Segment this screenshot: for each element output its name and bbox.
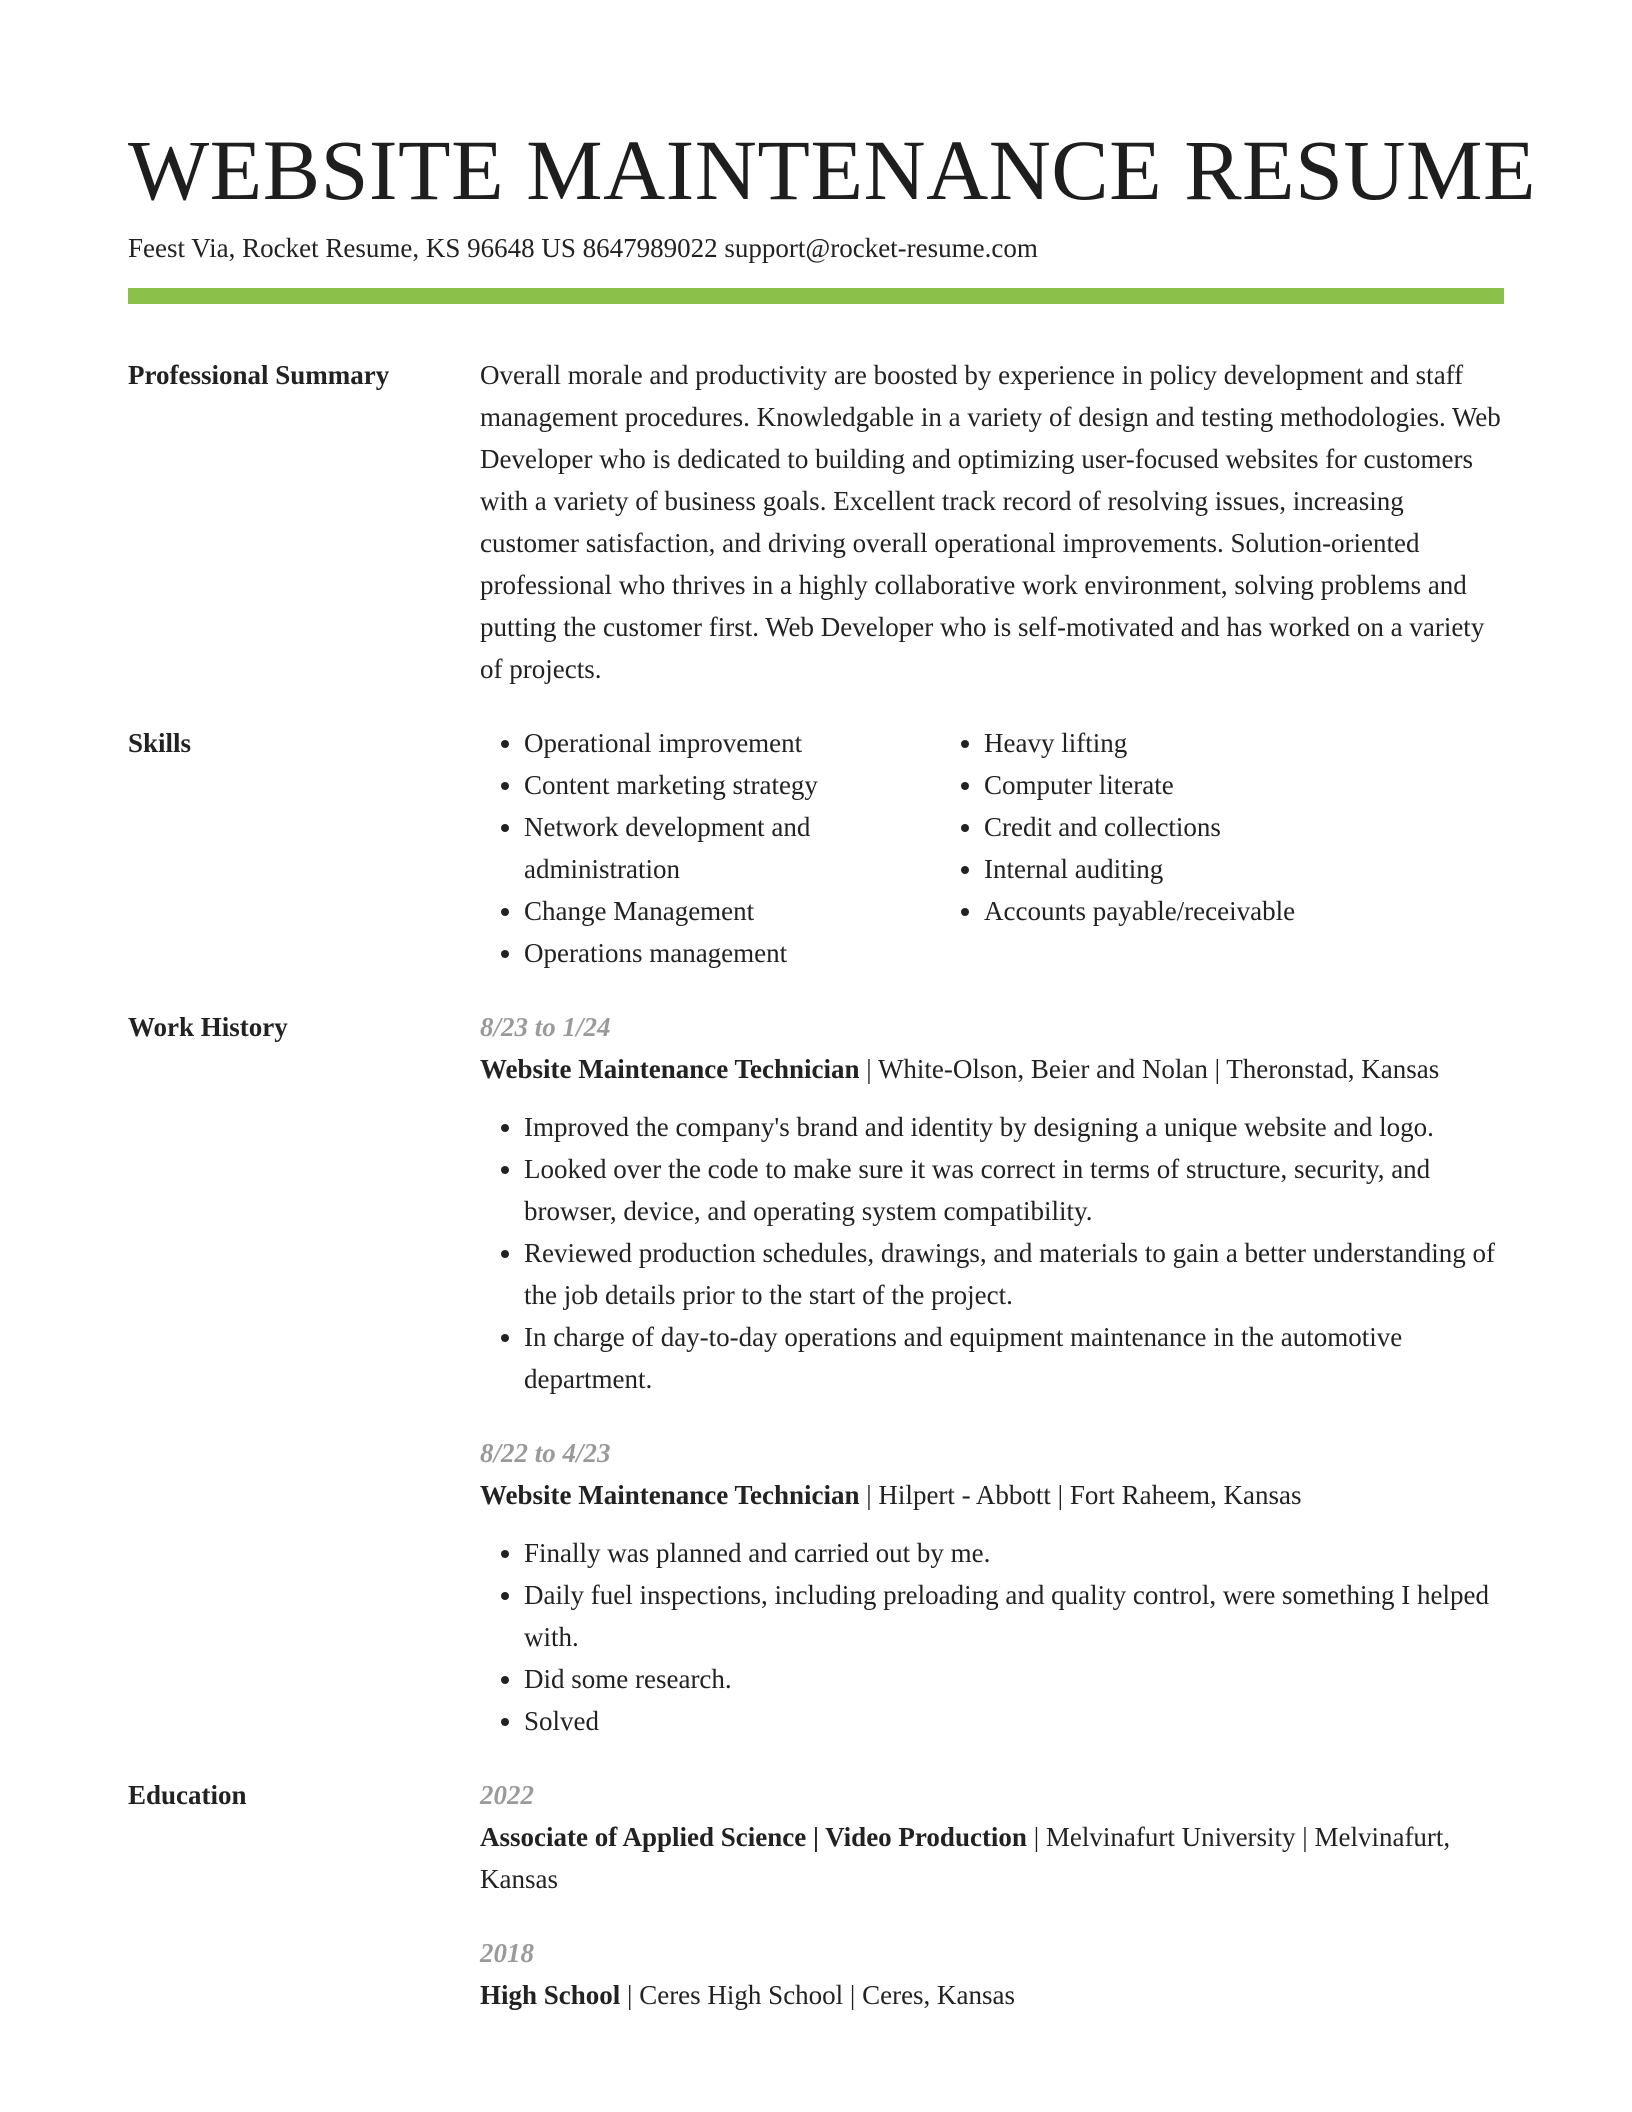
header-divider [128, 288, 1504, 304]
skill-item: • Operations management [524, 932, 940, 974]
skill-item: • Change Management [524, 890, 940, 932]
resume-page [128, 0, 1537, 2016]
job-bullet: • Daily fuel inspections, including preloading and quality control, were something I helped with. [524, 1574, 1504, 1658]
section-body [480, 1006, 1504, 1742]
education-degree: High School [480, 1980, 621, 2010]
job-title: Website Maintenance Technician [480, 1054, 860, 1084]
education-details: | Melvinafurt University | Melvinafurt, Kansas [480, 1822, 1451, 1894]
job-bullet: • In charge of day-to-day operations and equipment maintenance in the automotive department. [524, 1316, 1504, 1400]
job-bullet: • Improved the company's brand and identity by designing a unique website and logo. [524, 1106, 1504, 1148]
job-bullets [480, 1532, 1504, 1742]
skill-item: • Content marketing strategy [524, 764, 940, 806]
professional-summary-section [128, 354, 1504, 690]
contact-info: Feest Via, Rocket Resume, KS 96648 US 8647989022 support@rocket-resume.com [128, 233, 1038, 263]
skills-list-left [480, 722, 940, 974]
resume-title: WEBSITE MAINTENANCE RESUME [128, 122, 1537, 218]
education-year: 2018 [480, 1938, 534, 1968]
job-bullet: • Reviewed production schedules, drawings, and materials to gain a better understanding of the job details prior to the start of the project. [524, 1232, 1504, 1316]
job-bullet: • Solved [524, 1700, 1504, 1742]
education-entry [480, 1774, 1504, 1900]
summary-text: Overall morale and productivity are boosted by experience in policy development and staff management procedures. Knowledgable in a variety of design and testing methodologies. Web Developer who is dedicated to building and optimizing user-focused websites for customers with a variety of business goals. Excellent track record of resolving issues, increasing customer satisfaction, and driving overall operational improvements. Solution-oriented professional who thrives in a highly collaborative work environment, solving problems and putting the customer first. Web Developer who is self-motivated and has worked on a variety of projects. [480, 360, 1501, 684]
job-details: | White-Olson, Beier and Nolan | Theronstad, Kansas [859, 1054, 1440, 1084]
job-entry [480, 1432, 1504, 1742]
section-label: Skills [128, 728, 192, 758]
job-bullets [480, 1106, 1504, 1400]
section-label: Professional Summary [128, 360, 390, 390]
job-role-line [480, 1048, 1504, 1090]
job-title: Website Maintenance Technician [480, 1480, 860, 1510]
job-dates: 8/22 to 4/23 [480, 1438, 611, 1468]
skill-item: • Heavy lifting [984, 722, 1504, 764]
job-dates: 8/23 to 1/24 [480, 1012, 611, 1042]
job-role-line [480, 1474, 1504, 1516]
job-bullet: • Looked over the code to make sure it was correct in terms of structure, security, and browser, device, and operating system compatibility. [524, 1148, 1504, 1232]
section-label: Work History [128, 1012, 288, 1042]
skill-item: • Operational improvement [524, 722, 940, 764]
education-line [480, 1974, 1504, 2016]
education-degree: Associate of Applied Science | Video Production [480, 1822, 1027, 1852]
section-body [480, 722, 1504, 974]
education-section [128, 1774, 1504, 2016]
job-bullet: • Finally was planned and carried out by me. [524, 1532, 1504, 1574]
skill-item: • Internal auditing [984, 848, 1504, 890]
skills-list-right [940, 722, 1504, 974]
section-body [480, 354, 1504, 690]
section-body [480, 1774, 1504, 2016]
skill-item: • Accounts payable/receivable [984, 890, 1504, 932]
job-entry [480, 1006, 1504, 1400]
work-history-section [128, 1006, 1504, 1742]
section-label: Education [128, 1780, 247, 1810]
skill-item: • Network development and administration [524, 806, 940, 890]
education-line [480, 1816, 1504, 1900]
skill-item: • Credit and collections [984, 806, 1504, 848]
education-details: | Ceres High School | Ceres, Kansas [620, 1980, 1016, 2010]
job-details: | Hilpert - Abbott | Fort Raheem, Kansas [859, 1480, 1302, 1510]
skills-columns [480, 722, 1504, 974]
skill-item: • Computer literate [984, 764, 1504, 806]
job-bullet: • Did some research. [524, 1658, 1504, 1700]
skills-section [128, 722, 1504, 974]
education-year: 2022 [480, 1780, 534, 1810]
education-entry [480, 1932, 1504, 2016]
